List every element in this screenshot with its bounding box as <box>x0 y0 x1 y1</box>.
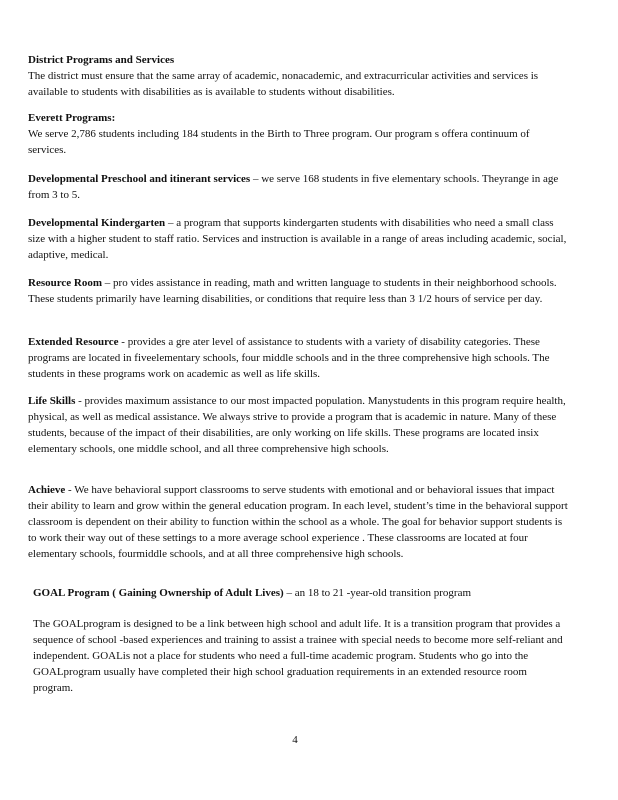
section-extended-resource <box>28 334 568 382</box>
section-life-skills <box>28 393 568 457</box>
section-body: The GOALprogram is designed to be a link between high school and adult life. It is a transition program that provides a sequence of school -based experiences and training to assist a trainee with special needs to become more self-reliant and independent. GOALis not a place for students who need a full-time academic program. Students who go into the GOALprogram usually have completed their high school graduation requirements in an extended resource room program. <box>33 618 563 694</box>
section-heading: Everett Programs: <box>28 112 116 124</box>
section-text: - provides maximum assistance to our most impacted population. Manystudents in this program require health, physical, as well as medical assistance. We always strive to provide a program that is academic in nature. Many of these students, because of the impact of their disabilities, are only working on life skills. These programs are located insix elementary schools, one middle school, and all three comprehensive high schools. <box>28 395 566 455</box>
section-heading: Resource Room <box>28 277 103 289</box>
section-developmental-preschool <box>28 171 568 203</box>
section-heading: Developmental Kindergarten <box>28 217 166 229</box>
section-text: - provides a gre ater level of assistance to students with a variety of disability categories. These programs are located in fiveelementary schools, four middle schools and in the three comprehensive high schools. The students in these programs work on academic as well as life skills. <box>28 336 550 380</box>
section-everett-programs <box>28 110 568 158</box>
section-heading: GOAL Program ( Gaining Ownership of Adult Lives) <box>33 587 284 599</box>
section-district-programs <box>28 52 568 100</box>
section-heading: Achieve <box>28 484 66 496</box>
section-text: - We have behavioral support classrooms to serve students with emotional and or behavioral issues that impact their ability to learn and grow within the general education program. In each level, student’s time in the behavioral support classroom is dependent on their ability to function within the school as a whole. The goal for behavior support students is to work their way out of these settings to a more average school experience . These classrooms are located at four elementary schools, fourmiddle schools, and at all three comprehensive high schools. <box>28 484 568 560</box>
section-goal-description <box>33 616 563 696</box>
section-heading: Developmental Preschool and itinerant services <box>28 173 251 185</box>
section-developmental-kindergarten <box>28 215 568 263</box>
section-text: – a program that supports kindergarten students with disabilities who need a small class size with a higher student to staff ratio. Services and instruction is available in a range of areas including academic, social, adaptive, medical. <box>28 217 567 261</box>
section-body: The district must ensure that the same array of academic, nonacademic, and extracurricular activities and services is available to students with disabilities as is available to students without disabilities. <box>28 70 539 98</box>
section-achieve <box>28 482 568 562</box>
section-heading: Life Skills <box>28 395 76 407</box>
section-body: We serve 2,786 students including 184 students in the Birth to Three program. Our program s offera continuum of services. <box>28 128 530 156</box>
page-number: 4 <box>292 734 298 746</box>
section-heading: District Programs and Services <box>28 54 175 66</box>
section-goal-program <box>33 585 563 601</box>
section-resource-room <box>28 275 568 307</box>
section-text: – we serve 168 students in five elementary schools. Theyrange in age from 3 to 5. <box>28 173 559 201</box>
section-text: – an 18 to 21 -year-old transition program <box>283 587 472 599</box>
section-text: – pro vides assistance in reading, math and written language to students in their neighborhood schools. These students primarily have learning disabilities, or conditions that require less than 3 1/2 hours of service per day. <box>28 277 557 305</box>
section-heading: Extended Resource <box>28 336 119 348</box>
